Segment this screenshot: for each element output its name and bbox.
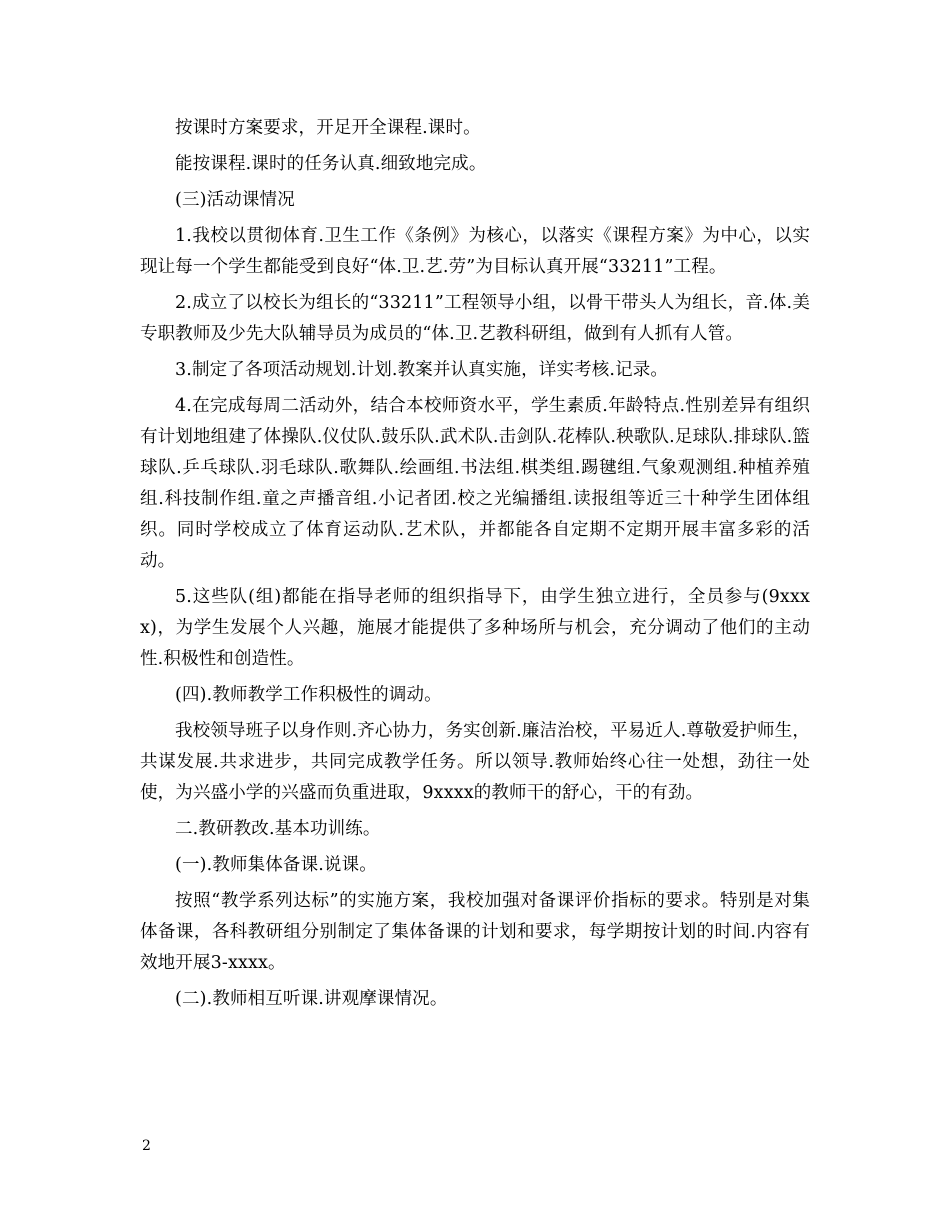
section-heading: (一).教师集体备课.说课。: [175, 855, 377, 875]
paragraph: 按课时方案要求，开足开全课程.课时。: [175, 118, 481, 138]
page-number: 2: [142, 1138, 151, 1154]
paragraph: 按照“教学系列达标”的实施方案，我校加强对备课评价指标的要求。特别是对集体备课，各科教研组分别制定了集体备课的计划和要求，每学期按计划的时间.内容有效地开展3-xxxx。: [140, 891, 810, 973]
section-heading: (四).教师教学工作积极性的调动。: [175, 685, 442, 705]
document-body: [140, 113, 810, 1015]
paragraph: 能按课程.课时的任务认真.细致地完成。: [175, 154, 487, 174]
paragraph: 3.制定了各项活动规划.计划.教案并认真实施，详实考核.记录。: [175, 360, 669, 380]
paragraph: 5.这些队(组)都能在指导老师的组织指导下，由学生独立进行，全员参与(9xxxx)，为学生发展个人兴趣，施展才能提供了多种场所与机会，充分调动了他们的主动性.积极性和创造性。: [140, 587, 810, 669]
section-heading: 二.教研教改.基本功训练。: [175, 819, 381, 839]
section-heading: (三)活动课情况: [175, 190, 295, 210]
section-heading: (二).教师相互听课.讲观摩课情况。: [175, 989, 448, 1009]
paragraph: 我校领导班子以身作则.齐心协力，务实创新.廉洁治校，平易近人.尊敬爱护师生，共谋发展.共求进步，共同完成教学任务。所以领导.教师始终心往一处想，劲往一处使，为兴盛小学的兴盛而负重进取，9xxxx的教师干的舒心，干的有劲。: [140, 721, 810, 803]
paragraph: 2.成立了以校长为组长的“33211”工程领导小组，以骨干带头人为组长，音.体.美专职教师及少先大队辅导员为成员的“体.卫.艺教科研组，做到有人抓有人管。: [140, 293, 810, 344]
paragraph: 4.在完成每周二活动外，结合本校师资水平，学生素质.年龄特点.性别差异有组织有计划地组建了体操队.仪仗队.鼓乐队.武术队.击剑队.花棒队.秧歌队.足球队.排球队.篮球队.乒乓球队.羽毛球队.歌舞队.绘画组.书法组.棋类组.踢毽组.气象观测组.种植养殖组.科技制作组.童之声播音组.小记者团.校之光编播组.读报组等近三十种学生团体组织。同时学校成立了体育运动队.艺术队，并都能各自定期不定期开展丰富多彩的活动。: [140, 396, 810, 571]
paragraph: 1.我校以贯彻体育.卫生工作《条例》为核心，以落实《课程方案》为中心，以实现让每一个学生都能受到良好“体.卫.艺.劳”为目标认真开展“33211”工程。: [140, 226, 810, 277]
